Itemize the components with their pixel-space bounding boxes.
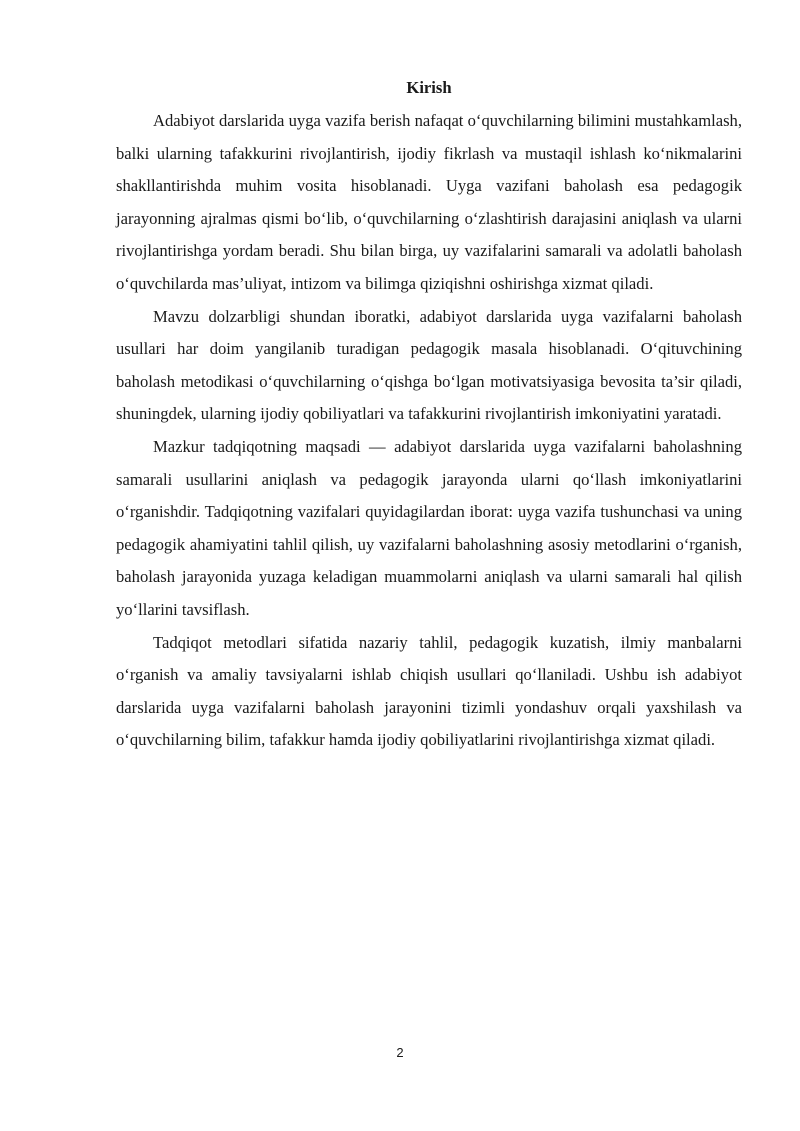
paragraph-relevance: Mavzu dolzarbligi shundan iboratki, adabiyot darslarida uyga vazifalarni baholash usullari har doim yangilanib turadigan pedagogik masala hisoblanadi. O‘qituvchining baholash metodikasi o‘quvchilarning o‘qishga bo‘lgan motivatsiyasiga bevosita ta’sir qiladi, shuningdek, ularning ijodiy qobiliyatlari va tafakkurini rivojlantirish imkoniyatini yaratadi. (116, 306, 742, 424)
section-heading: Kirish (406, 78, 452, 97)
paragraph-methods: Tadqiqot metodlari sifatida nazariy tahlil, pedagogik kuzatish, ilmiy manbalarni o‘rganish va amaliy tavsiyalarni ishlab chiqish usullari qo‘llaniladi. Ushbu ish adabiyot darslarida uyga vazifalarni baholash jarayonini tizimli yondashuv orqali yaxshilash va o‘quvchilarning bilim, tafakkur hamda ijodiy qobiliyatlarini rivojlantirishga xizmat qiladi. (116, 632, 742, 750)
paragraph-goal: Mazkur tadqiqotning maqsadi — adabiyot darslarida uyga vazifalarni baholashning samarali usullarini aniqlash va pedagogik jarayonda ularni qo‘llash imkoniyatlarini o‘rganishdir. Tadqiqotning vazifalari quyidagilardan iborat: uyga vazifa tushunchasi va uning pedagogik ahamiyatini tahlil qilish, uy vazifalarni baholashning asosiy metodlarini o‘rganish, baholash jarayonida yuzaga keladigan muammolarni aniqlash va ularni samarali hal qilish yo‘llarini tavsiflash. (116, 436, 742, 619)
page-number: 2 (396, 1045, 404, 1060)
paragraph-introduction: Adabiyot darslarida uyga vazifa berish nafaqat o‘quvchilarning bilimini mustahkamlash, balki ularning tafakkurini rivojlantirish, ijodiy fikrlash va mustaqil ishlash ko‘nikmalarini shakllantirishda muhim vosita hisoblanadi. Uyga vazifani baholash esa pedagogik jarayonning ajralmas qismi bo‘lib, o‘quvchilarning o‘zlashtirish darajasini aniqlash va ularni rivojlantirishga yordam beradi. Shu bilan birga, uy vazifalarini samarali va adolatli baholash o‘quvchilarda mas’uliyat, intizom va bilimga qiziqishni oshirishga xizmat qiladi. (116, 111, 742, 293)
page-content (116, 75, 742, 757)
